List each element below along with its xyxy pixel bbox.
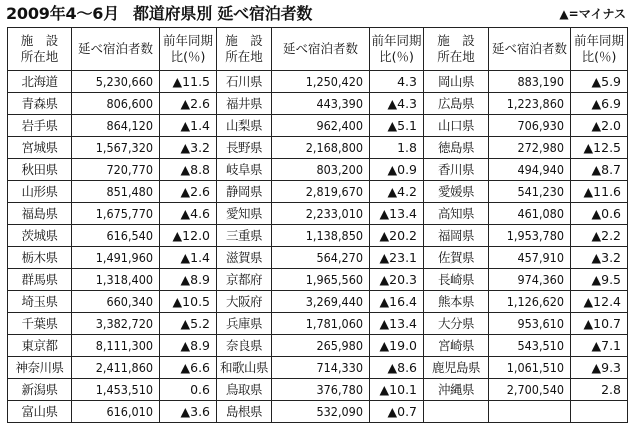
change-cell: ▲3.2 [160, 137, 217, 159]
stays-cell: 265,980 [272, 335, 370, 357]
prefecture-cell: 福井県 [217, 93, 272, 115]
header-change: 前年同期 比(％) [370, 28, 424, 71]
stays-cell: 883,190 [489, 71, 571, 93]
prefecture-cell: 奈良県 [217, 335, 272, 357]
stays-cell: 2,233,010 [272, 203, 370, 225]
change-cell: ▲2.6 [160, 181, 217, 203]
change-cell: ▲1.4 [160, 247, 217, 269]
prefecture-cell: 鳥取県 [217, 379, 272, 401]
change-cell: ▲6.9 [571, 93, 628, 115]
prefecture-cell: 秋田県 [8, 159, 72, 181]
change-cell: ▲19.0 [370, 335, 424, 357]
change-cell: ▲9.5 [571, 269, 628, 291]
table-row [8, 225, 628, 247]
prefecture-cell: 愛知県 [217, 203, 272, 225]
change-cell [571, 401, 628, 423]
stays-cell: 272,980 [489, 137, 571, 159]
header-pref: 施 設 所在地 [424, 28, 489, 71]
stays-cell: 806,600 [72, 93, 160, 115]
change-cell: ▲12.0 [160, 225, 217, 247]
change-cell: ▲8.9 [160, 335, 217, 357]
prefecture-cell: 福岡県 [424, 225, 489, 247]
change-cell: ▲7.1 [571, 335, 628, 357]
prefecture-cell: 千葉県 [8, 313, 72, 335]
change-cell: ▲1.4 [160, 115, 217, 137]
change-cell: ▲5.2 [160, 313, 217, 335]
prefecture-cell: 鹿児島県 [424, 357, 489, 379]
change-cell: ▲11.5 [160, 71, 217, 93]
prefecture-cell: 愛媛県 [424, 181, 489, 203]
stays-cell: 1,781,060 [272, 313, 370, 335]
stays-cell: 461,080 [489, 203, 571, 225]
stays-cell: 8,111,300 [72, 335, 160, 357]
change-cell: ▲3.6 [160, 401, 217, 423]
prefecture-cell: 福島県 [8, 203, 72, 225]
stays-cell: 720,770 [72, 159, 160, 181]
change-cell: ▲23.1 [370, 247, 424, 269]
prefecture-cell: 佐賀県 [424, 247, 489, 269]
prefecture-cell: 熊本県 [424, 291, 489, 313]
change-cell: ▲13.4 [370, 313, 424, 335]
table-row [8, 115, 628, 137]
change-cell: ▲8.9 [160, 269, 217, 291]
change-cell: ▲3.2 [571, 247, 628, 269]
change-cell: ▲4.2 [370, 181, 424, 203]
page-title [6, 2, 312, 26]
stays-cell: 457,910 [489, 247, 571, 269]
stays-cell: 1,453,510 [72, 379, 160, 401]
change-cell: 0.6 [160, 379, 217, 401]
stays-cell: 2,168,800 [272, 137, 370, 159]
change-cell: ▲10.5 [160, 291, 217, 313]
change-cell: ▲8.8 [160, 159, 217, 181]
change-cell: ▲12.4 [571, 291, 628, 313]
change-cell: ▲13.4 [370, 203, 424, 225]
prefecture-cell: 兵庫県 [217, 313, 272, 335]
prefecture-cell: 大阪府 [217, 291, 272, 313]
stays-cell: 2,700,540 [489, 379, 571, 401]
title-subject: 都道府県別 延べ宿泊者数 [133, 4, 313, 23]
change-cell: ▲12.5 [571, 137, 628, 159]
stays-cell: 714,330 [272, 357, 370, 379]
header-pref: 施 設 所在地 [217, 28, 272, 71]
prefecture-cell: 徳島県 [424, 137, 489, 159]
change-cell: ▲11.6 [571, 181, 628, 203]
table-row [8, 181, 628, 203]
prefecture-cell: 静岡県 [217, 181, 272, 203]
stays-cell: 616,540 [72, 225, 160, 247]
header-stays: 延べ宿泊者数 [72, 28, 160, 71]
minus-legend-note: ▲=マイナス [559, 7, 626, 21]
stays-cell: 953,610 [489, 313, 571, 335]
prefecture-cell: 山形県 [8, 181, 72, 203]
table-row [8, 335, 628, 357]
stays-cell: 5,230,660 [72, 71, 160, 93]
prefecture-cell: 岐阜県 [217, 159, 272, 181]
stays-cell: 616,010 [72, 401, 160, 423]
header-stays: 延べ宿泊者数 [489, 28, 571, 71]
change-cell: ▲9.3 [571, 357, 628, 379]
stays-cell: 541,230 [489, 181, 571, 203]
prefecture-cell: 北海道 [8, 71, 72, 93]
prefecture-cell: 大分県 [424, 313, 489, 335]
prefecture-cell: 茨城県 [8, 225, 72, 247]
change-cell: ▲2.2 [571, 225, 628, 247]
table-row [8, 203, 628, 225]
stays-cell [489, 401, 571, 423]
stays-table [7, 27, 628, 423]
prefecture-cell: 石川県 [217, 71, 272, 93]
stays-cell: 1,126,620 [489, 291, 571, 313]
prefecture-cell: 富山県 [8, 401, 72, 423]
change-cell: 1.8 [370, 137, 424, 159]
table-row [8, 159, 628, 181]
stays-cell: 1,318,400 [72, 269, 160, 291]
change-cell: ▲16.4 [370, 291, 424, 313]
prefecture-cell: 島根県 [217, 401, 272, 423]
prefecture-cell: 岡山県 [424, 71, 489, 93]
stays-cell: 851,480 [72, 181, 160, 203]
stays-cell: 443,390 [272, 93, 370, 115]
change-cell: ▲20.2 [370, 225, 424, 247]
stays-cell: 1,491,960 [72, 247, 160, 269]
prefecture-cell: 沖縄県 [424, 379, 489, 401]
header-stays: 延べ宿泊者数 [272, 28, 370, 71]
stays-cell: 3,382,720 [72, 313, 160, 335]
stays-cell: 1,223,860 [489, 93, 571, 115]
prefecture-cell: 長崎県 [424, 269, 489, 291]
table-row [8, 401, 628, 423]
stays-cell: 660,340 [72, 291, 160, 313]
stays-cell: 1,567,320 [72, 137, 160, 159]
change-cell: ▲4.3 [370, 93, 424, 115]
prefecture-cell: 山口県 [424, 115, 489, 137]
stays-cell: 2,411,860 [72, 357, 160, 379]
change-cell: ▲0.9 [370, 159, 424, 181]
table-row [8, 93, 628, 115]
change-cell: 2.8 [571, 379, 628, 401]
table-row [8, 137, 628, 159]
change-cell: ▲10.7 [571, 313, 628, 335]
prefecture-cell: 高知県 [424, 203, 489, 225]
table-row [8, 379, 628, 401]
change-cell: ▲6.6 [160, 357, 217, 379]
table-row [8, 291, 628, 313]
stays-cell: 376,780 [272, 379, 370, 401]
change-cell: ▲5.9 [571, 71, 628, 93]
stays-cell: 543,510 [489, 335, 571, 357]
prefecture-cell: 滋賀県 [217, 247, 272, 269]
prefecture-cell: 群馬県 [8, 269, 72, 291]
stays-cell: 974,360 [489, 269, 571, 291]
stays-cell: 1,061,510 [489, 357, 571, 379]
prefecture-cell: 香川県 [424, 159, 489, 181]
change-cell: 4.3 [370, 71, 424, 93]
header-change: 前年同期 比(％) [160, 28, 217, 71]
title-period: 2009年4～6月 [6, 4, 119, 23]
stays-cell: 1,250,420 [272, 71, 370, 93]
stays-cell: 1,138,850 [272, 225, 370, 247]
stays-cell: 706,930 [489, 115, 571, 137]
stays-cell: 1,675,770 [72, 203, 160, 225]
prefecture-cell: 京都府 [217, 269, 272, 291]
prefecture-cell [424, 401, 489, 423]
change-cell: ▲2.0 [571, 115, 628, 137]
table-row [8, 313, 628, 335]
header-change: 前年同期 比(％) [571, 28, 628, 71]
prefecture-cell: 三重県 [217, 225, 272, 247]
change-cell: ▲8.6 [370, 357, 424, 379]
prefecture-cell: 長野県 [217, 137, 272, 159]
stays-cell: 532,090 [272, 401, 370, 423]
prefecture-cell: 岩手県 [8, 115, 72, 137]
change-cell: ▲0.7 [370, 401, 424, 423]
stays-cell: 2,819,670 [272, 181, 370, 203]
prefecture-cell: 栃木県 [8, 247, 72, 269]
change-cell: ▲8.7 [571, 159, 628, 181]
table-row [8, 269, 628, 291]
prefecture-cell: 埼玉県 [8, 291, 72, 313]
stays-cell: 3,269,440 [272, 291, 370, 313]
table-row [8, 357, 628, 379]
table-row [8, 71, 628, 93]
stays-cell: 494,940 [489, 159, 571, 181]
prefecture-cell: 神奈川県 [8, 357, 72, 379]
table-row [8, 247, 628, 269]
prefecture-cell: 和歌山県 [217, 357, 272, 379]
prefecture-cell: 新潟県 [8, 379, 72, 401]
change-cell: ▲5.1 [370, 115, 424, 137]
change-cell: ▲0.6 [571, 203, 628, 225]
stays-cell: 1,953,780 [489, 225, 571, 247]
prefecture-cell: 東京都 [8, 335, 72, 357]
change-cell: ▲20.3 [370, 269, 424, 291]
table-header-row [8, 28, 628, 71]
stays-cell: 962,400 [272, 115, 370, 137]
prefecture-cell: 青森県 [8, 93, 72, 115]
stays-cell: 564,270 [272, 247, 370, 269]
change-cell: ▲4.6 [160, 203, 217, 225]
prefecture-cell: 宮崎県 [424, 335, 489, 357]
change-cell: ▲10.1 [370, 379, 424, 401]
stays-cell: 803,200 [272, 159, 370, 181]
prefecture-cell: 山梨県 [217, 115, 272, 137]
change-cell: ▲2.6 [160, 93, 217, 115]
stays-cell: 1,965,560 [272, 269, 370, 291]
prefecture-cell: 広島県 [424, 93, 489, 115]
prefecture-cell: 宮城県 [8, 137, 72, 159]
stays-cell: 864,120 [72, 115, 160, 137]
header-pref: 施 設 所在地 [8, 28, 72, 71]
